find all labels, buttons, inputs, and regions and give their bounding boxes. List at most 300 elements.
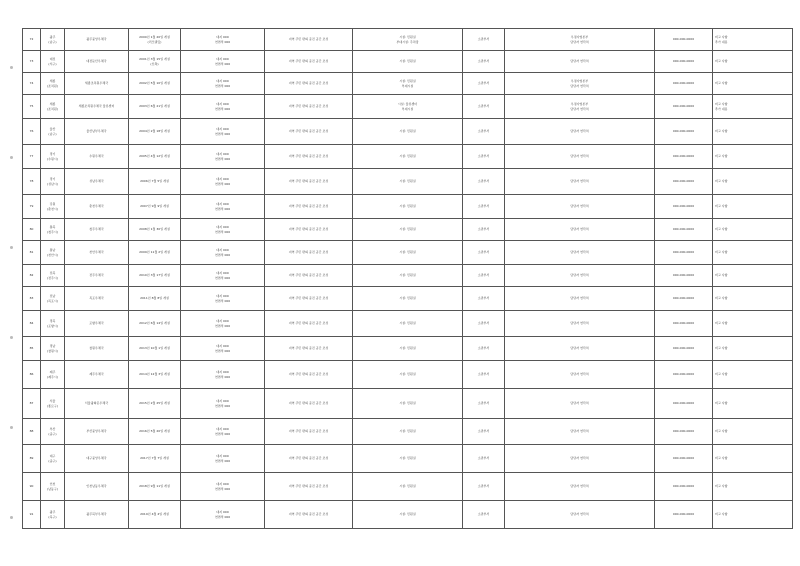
cell-line: 대지 000 [216, 102, 229, 107]
opening-date-cell [129, 195, 181, 219]
row-number [23, 287, 41, 311]
table-row [23, 95, 793, 119]
cell-line: 제주 [49, 370, 56, 375]
cell-line: 2019년 4월 4일 개설 [140, 512, 169, 517]
cell-line: 소관부서 [477, 429, 490, 434]
opening-date-cell [129, 241, 181, 265]
region-cell [41, 265, 65, 287]
table-row [23, 501, 793, 529]
row-number [23, 29, 41, 51]
row-number [23, 219, 41, 241]
cell-line: (성남시) [46, 181, 59, 186]
cell-line: 연면적 000 [214, 486, 231, 491]
cell-line: 연면적 000 [214, 458, 231, 463]
cell-line: 목포우체국 [89, 296, 104, 301]
remark-cell [713, 265, 793, 287]
region-cell [41, 287, 65, 311]
center-name-cell [65, 419, 129, 445]
cell-line: 2008년 1월 30일 개설 [139, 227, 170, 232]
cell-line: 74 [29, 81, 34, 86]
cell-line: 소관부서 [477, 104, 490, 109]
cell-line: (종로구) [46, 403, 59, 408]
cell-line: 78 [29, 179, 34, 184]
opening-date-cell [129, 169, 181, 195]
cell-line: 담당자 연락처 [570, 273, 589, 278]
contact-cell [505, 119, 655, 145]
content-cell [353, 389, 463, 419]
contact-cell [505, 29, 655, 51]
region-cell [41, 337, 65, 361]
cell-line: 2017년 7월 7일 개설 [140, 456, 169, 461]
cell-line: (제주시) [46, 374, 59, 379]
punch-hole [10, 66, 13, 69]
cell-line: 소관부서 [477, 227, 490, 232]
cell-line: 소관부서 [477, 179, 490, 184]
scale-cell [181, 287, 265, 311]
row-number [23, 95, 41, 119]
content-cell [353, 501, 463, 529]
row-number [23, 311, 41, 337]
remark-cell [713, 169, 793, 195]
remark-cell [713, 95, 793, 119]
cell-line: (조치원) [46, 83, 59, 88]
center-name-cell [65, 73, 129, 95]
cell-line: 2015년 2월 25일 개설 [139, 401, 170, 406]
region-cell [41, 95, 65, 119]
remark-cell [713, 241, 793, 265]
content-cell [353, 419, 463, 445]
cell-line: 담당자 연락처 [570, 83, 589, 88]
contact-cell [505, 241, 655, 265]
cell-line: 2011년 8월 8일 개설 [140, 296, 169, 301]
cell-line: 연면적 000 [214, 39, 231, 44]
cell-line: 000-000-0000 [672, 154, 695, 159]
cell-line: 대지 000 [216, 344, 229, 349]
table-row [23, 241, 793, 265]
cell-line: 83 [29, 296, 34, 301]
content-cell [353, 265, 463, 287]
cell-line: 세종 [49, 79, 56, 84]
cell-line: 000-000-0000 [672, 484, 695, 489]
manager-cell [463, 51, 505, 73]
cell-line: (목포시) [46, 298, 59, 303]
cell-line: 경기 [49, 177, 56, 182]
opening-date-cell [129, 337, 181, 361]
opening-date-cell [129, 389, 181, 419]
cell-line: 비고 사항 [715, 59, 728, 64]
cell-line: 지역 주민 편의 증진 공간 조성 [288, 321, 329, 326]
cell-line: 소관부서 [477, 296, 490, 301]
scale-cell [181, 169, 265, 195]
cell-line: 연면적 000 [214, 181, 231, 186]
row-number [23, 241, 41, 265]
cell-line: 연면적 000 [214, 514, 231, 519]
purpose-cell [265, 265, 353, 287]
cell-line: 지역 주민 편의 증진 공간 조성 [288, 401, 329, 406]
cell-line: 담당자 연락처 [570, 204, 589, 209]
opening-date-cell [129, 145, 181, 169]
table-row [23, 219, 793, 241]
punch-hole [10, 516, 13, 519]
contact-cell [505, 337, 655, 361]
cell-line: 담당자 연락처 [570, 106, 589, 111]
scale-cell [181, 265, 265, 287]
cell-line: 연면적 000 [214, 298, 231, 303]
purpose-cell [265, 195, 353, 219]
cell-line: 광주북부우체국 [86, 512, 107, 517]
remark-cell [713, 287, 793, 311]
scale-cell [181, 473, 265, 501]
cell-line: 대지 000 [216, 248, 229, 253]
facility-table [22, 28, 793, 529]
region-cell [41, 241, 65, 265]
cell-line: 대전둔산우체국 [86, 59, 107, 64]
cell-line: 2002년 5월 10일 개설 [139, 81, 170, 86]
center-name-cell [65, 265, 129, 287]
cell-line: 소관부서 [477, 37, 490, 42]
scale-cell [181, 241, 265, 265]
remark-cell [713, 337, 793, 361]
cell-line: 2007년 9월 9일 개설 [140, 204, 169, 209]
cell-line: 부대시설 [401, 83, 414, 88]
content-cell [353, 29, 463, 51]
row-number [23, 119, 41, 145]
cell-line: 지역 주민 편의 증진 공간 조성 [288, 372, 329, 377]
cell-line: 2010년 3월 17일 개설 [139, 273, 170, 278]
cell-line: 대지 000 [216, 427, 229, 432]
purpose-cell [265, 473, 353, 501]
contact-cell [505, 265, 655, 287]
cell-line: 대지 000 [216, 370, 229, 375]
cell-line: 85 [29, 346, 34, 351]
cell-line: 000-000-0000 [672, 59, 695, 64]
table-row [23, 337, 793, 361]
cell-line: 담당자 연락처 [570, 154, 589, 159]
cell-line: 담당자 연락처 [570, 429, 589, 434]
region-cell [41, 169, 65, 195]
contact-cell [505, 473, 655, 501]
scale-cell [181, 389, 265, 419]
row-number [23, 73, 41, 95]
cell-line: 비고 사항 [715, 296, 728, 301]
purpose-cell [265, 145, 353, 169]
phone-cell [655, 389, 713, 419]
region-cell [41, 219, 65, 241]
phone-cell [655, 51, 713, 73]
cell-line: (남구) [48, 39, 57, 44]
cell-line: 대지 000 [216, 454, 229, 459]
phone-cell [655, 95, 713, 119]
region-cell [41, 73, 65, 95]
cell-line: 81 [29, 250, 34, 255]
cell-line: (천안시) [46, 252, 59, 257]
cell-line: (남동구) [46, 486, 59, 491]
cell-line: 담당자 연락처 [570, 484, 589, 489]
table-row [23, 361, 793, 389]
opening-date-cell [129, 445, 181, 473]
cell-line: 경북 [49, 319, 56, 324]
row-number [23, 445, 41, 473]
table-row [23, 473, 793, 501]
cell-line: 지역 주민 편의 증진 공간 조성 [288, 456, 329, 461]
table-row [23, 145, 793, 169]
cell-line: 지역 주민 편의 증진 공간 조성 [288, 227, 329, 232]
cell-line: 000-000-0000 [672, 429, 695, 434]
cell-line: 대지 000 [216, 482, 229, 487]
contact-cell [505, 389, 655, 419]
scale-cell [181, 337, 265, 361]
punch-holes [8, 6, 18, 560]
region-cell [41, 311, 65, 337]
scale-cell [181, 119, 265, 145]
cell-line: 연면적 000 [214, 229, 231, 234]
manager-cell [463, 241, 505, 265]
center-name-cell [65, 95, 129, 119]
remark-cell [713, 29, 793, 51]
cell-line: 000-000-0000 [672, 346, 695, 351]
cell-line: 경남 [49, 344, 56, 349]
cell-line: 비고 사항 [715, 102, 728, 107]
opening-date-cell [129, 73, 181, 95]
cell-line: 000-000-0000 [672, 321, 695, 326]
cell-line: 대지 000 [216, 319, 229, 324]
cell-line: 대지 000 [216, 177, 229, 182]
punch-hole [10, 246, 13, 249]
cell-line: 2018년 9월 11일 개설 [139, 484, 170, 489]
phone-cell [655, 287, 713, 311]
cell-line: 시설: 민원실 [399, 129, 416, 134]
center-name-cell [65, 445, 129, 473]
cell-line: 91 [29, 512, 34, 517]
cell-line: 비고 사항 [715, 346, 728, 351]
cell-line: 소관부서 [477, 59, 490, 64]
cell-line: 80 [29, 227, 34, 232]
cell-line: 대지 000 [216, 127, 229, 132]
scale-cell [181, 51, 265, 73]
center-name-cell [65, 195, 129, 219]
cell-line: (조치원) [46, 106, 59, 111]
manager-cell [463, 501, 505, 529]
cell-line: 담당자 연락처 [570, 401, 589, 406]
punch-hole [10, 156, 13, 159]
cell-line: 지역 주민 편의 증진 공간 조성 [288, 346, 329, 351]
cell-line: 담당자 연락처 [570, 296, 589, 301]
phone-cell [655, 145, 713, 169]
center-name-cell [65, 501, 129, 529]
center-name-cell [65, 51, 129, 73]
content-cell [353, 241, 463, 265]
center-name-cell [65, 389, 129, 419]
cell-line: 000-000-0000 [672, 37, 695, 42]
cell-line: 연면적 000 [214, 275, 231, 280]
cell-line: 포항우체국 [89, 321, 104, 326]
cell-line: 인천 [49, 482, 56, 487]
remark-cell [713, 445, 793, 473]
cell-line: 000-000-0000 [672, 401, 695, 406]
cell-line: (남구) [48, 131, 57, 136]
region-cell [41, 195, 65, 219]
cell-line: 비고 사항 [715, 154, 728, 159]
cell-line: 인천남동우체국 [86, 484, 107, 489]
remark-cell [713, 195, 793, 219]
content-cell [353, 195, 463, 219]
cell-line: 비고 사항 [715, 227, 728, 232]
table-row [23, 419, 793, 445]
region-cell [41, 29, 65, 51]
cell-line: 연면적 000 [214, 431, 231, 436]
table-row [23, 311, 793, 337]
region-cell [41, 361, 65, 389]
cell-line: 대지 000 [216, 294, 229, 299]
cell-line: 비고 사항 [715, 129, 728, 134]
purpose-cell [265, 51, 353, 73]
remark-cell [713, 419, 793, 445]
opening-date-cell [129, 311, 181, 337]
cell-line: 소관부서 [477, 456, 490, 461]
cell-line: 소관부서 [477, 401, 490, 406]
cell-line: 세종조치원우체국 [84, 81, 109, 86]
table-row [23, 195, 793, 219]
manager-cell [463, 145, 505, 169]
cell-line: 소관부서 [477, 204, 490, 209]
remark-cell [713, 51, 793, 73]
content-cell [353, 95, 463, 119]
cell-line: 소관부서 [477, 81, 490, 86]
cell-line: (창원시) [46, 348, 59, 353]
cell-line: 대지 000 [216, 152, 229, 157]
document-sheet [8, 6, 792, 560]
cell-line: 담당자 연락처 [570, 346, 589, 351]
cell-line: 지역 주민 편의 증진 공간 조성 [288, 104, 329, 109]
cell-line: 76 [29, 129, 34, 134]
cell-line: 지역 주민 편의 증진 공간 조성 [288, 512, 329, 517]
cell-line: 연면적 000 [214, 61, 231, 66]
contact-cell [505, 73, 655, 95]
phone-cell [655, 473, 713, 501]
phone-cell [655, 337, 713, 361]
manager-cell [463, 169, 505, 195]
contact-cell [505, 195, 655, 219]
cell-line: 세종조치원우체국 물류센터 [78, 104, 115, 109]
cell-line: 전주우체국 [89, 273, 104, 278]
table-row [23, 51, 793, 73]
region-cell [41, 389, 65, 419]
row-number [23, 51, 41, 73]
cell-line: 추가 내용 [715, 39, 728, 44]
cell-line: 충북 [49, 225, 56, 230]
cell-line: 세종 [49, 102, 56, 107]
scale-cell [181, 419, 265, 445]
region-cell [41, 419, 65, 445]
punch-hole [10, 426, 13, 429]
purpose-cell [265, 119, 353, 145]
cell-line: 시설: 민원실 [399, 346, 416, 351]
cell-line: 시설: 민원실 [399, 401, 416, 406]
remark-cell [713, 73, 793, 95]
cell-line: 비고 사항 [715, 273, 728, 278]
content-cell [353, 473, 463, 501]
scale-cell [181, 95, 265, 119]
cell-line: 대지 000 [216, 399, 229, 404]
cell-line: 담당자 연락처 [570, 250, 589, 255]
cell-line: 지역 주민 편의 증진 공간 조성 [288, 250, 329, 255]
cell-line: 천안우체국 [89, 250, 104, 255]
cell-line: 지역 주민 편의 증진 공간 조성 [288, 129, 329, 134]
phone-cell [655, 219, 713, 241]
scale-cell [181, 29, 265, 51]
cell-line: 담당자 연락처 [570, 39, 589, 44]
cell-line: 지역 주민 편의 증진 공간 조성 [288, 154, 329, 159]
center-name-cell [65, 241, 129, 265]
cell-line: 소관부서 [477, 512, 490, 517]
cell-line: 담당자 연락처 [570, 321, 589, 326]
scale-cell [181, 195, 265, 219]
cell-line: 담당자 연락처 [570, 129, 589, 134]
row-number [23, 473, 41, 501]
cell-line: 담당자 연락처 [570, 179, 589, 184]
cell-line: 75 [29, 104, 34, 109]
cell-line: (포항시) [46, 323, 59, 328]
manager-cell [463, 473, 505, 501]
region-cell [41, 51, 65, 73]
cell-line: 창원우체국 [89, 346, 104, 351]
cell-line: 시설: 민원실 [399, 79, 416, 84]
contact-cell [505, 219, 655, 241]
phone-cell [655, 169, 713, 195]
remark-cell [713, 389, 793, 419]
cell-line: (수원시) [46, 156, 59, 161]
cell-line: 84 [29, 321, 34, 326]
cell-line: 82 [29, 273, 34, 278]
scale-cell [181, 361, 265, 389]
scale-cell [181, 73, 265, 95]
contact-cell [505, 445, 655, 473]
phone-cell [655, 419, 713, 445]
cell-line: 서울 [49, 399, 56, 404]
cell-line: (청주시) [46, 229, 59, 234]
cell-line: 비고 사항 [715, 81, 728, 86]
cell-line: 대지 000 [216, 202, 229, 207]
content-cell [353, 219, 463, 241]
cell-line: 대지 000 [216, 79, 229, 84]
phone-cell [655, 119, 713, 145]
cell-line: 연면적 000 [214, 156, 231, 161]
cell-line: 전남 [49, 294, 56, 299]
cell-line: 시설: 민원실 [399, 512, 416, 517]
cell-line: (서구) [48, 61, 57, 66]
cell-line: 비고 사항 [715, 512, 728, 517]
cell-line: 울산남부우체국 [86, 129, 107, 134]
cell-line: 연면적 000 [214, 106, 231, 111]
purpose-cell [265, 445, 353, 473]
purpose-cell [265, 95, 353, 119]
region-cell [41, 145, 65, 169]
cell-line: 시설: 물류센터 [397, 102, 418, 107]
cell-line: 시설: 민원실 [399, 250, 416, 255]
opening-date-cell [129, 95, 181, 119]
manager-cell [463, 337, 505, 361]
table-row [23, 287, 793, 311]
cell-line: 연면적 000 [214, 252, 231, 257]
cell-line: 2016년 5월 20일 개설 [139, 429, 170, 434]
cell-line: 부산 [49, 427, 56, 432]
cell-line: 지역 주민 편의 증진 공간 조성 [288, 81, 329, 86]
cell-line: 담당자 연락처 [570, 456, 589, 461]
cell-line: 광주 [49, 510, 56, 515]
cell-line: 시설: 민원실 [399, 59, 416, 64]
cell-line: 88 [29, 429, 34, 434]
center-name-cell [65, 361, 129, 389]
